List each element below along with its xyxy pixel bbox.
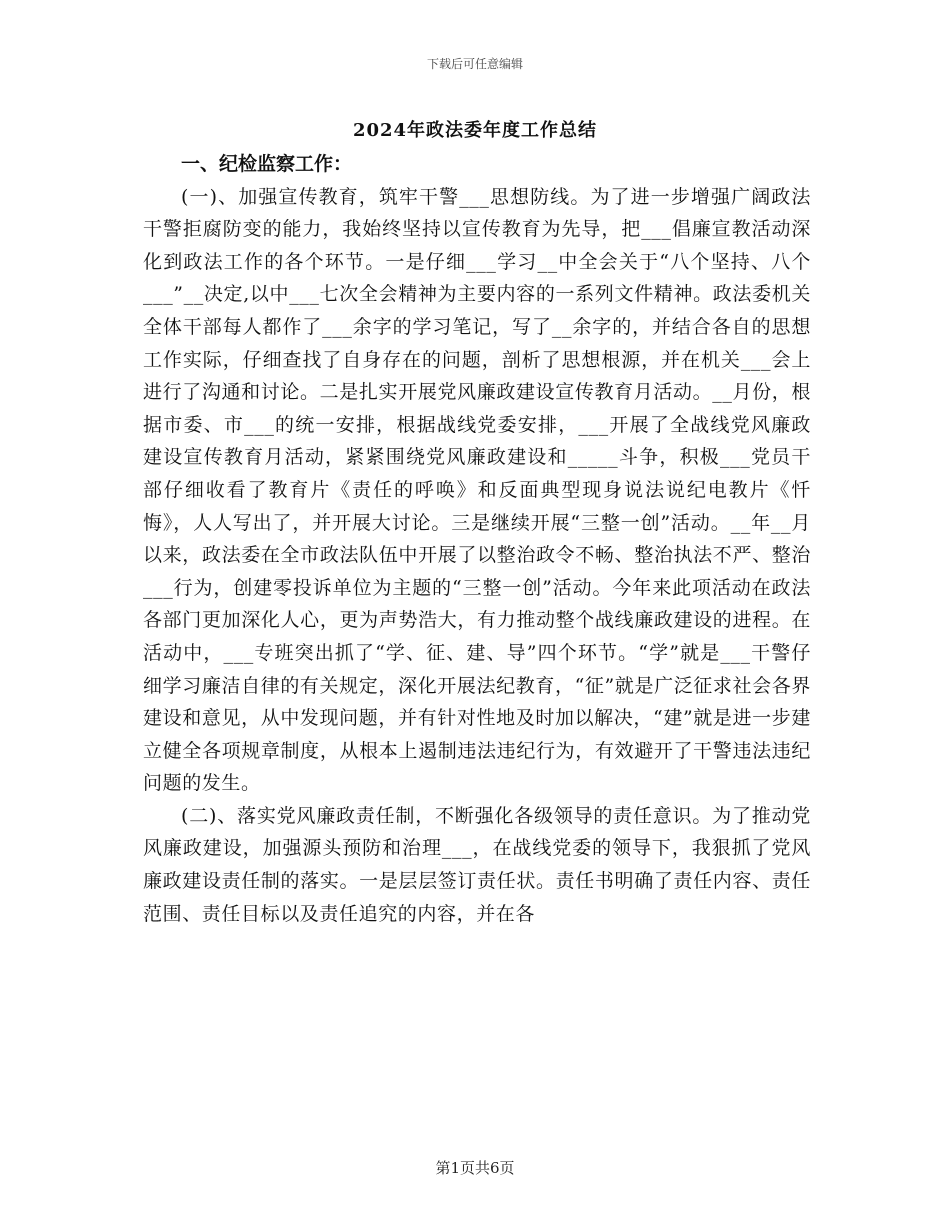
document-body [143, 148, 811, 930]
paragraph-1: (一)、加强宣传教育，筑牢干警___思想防线。为了进一步增强广阔政法干警拒腐防变的能力，我始终坚持以宣传教育为先导，把___倡廉宣教活动深化到政法工作的各个环节。一是仔细___学习__中全会关于“八个坚持、八个___”__决定,以中___七次全会精神为主要内容的一系列文件精神。政法委机关全体干部每人都作了___余字的学习笔记，写了__余字的，并结合各自的思想工作实际，仔细查找了自身存在的问题，剖析了思想根源，并在机关___会上进行了沟通和讨论。二是扎实开展党风廉政建设宣传教育月活动。__月份，根据市委、市___的统一安排，根据战线党委安排，___开展了全战线党风廉政建设宣传教育月活动，紧紧围绕党风廉政建设和_____斗争，积极___党员干部仔细收看了教育片《责任的呼唤》和反面典型现身说法说纪电教片《忏悔》，人人写出了，并开展大讨论。三是继续开展“三整一创”活动。__年__月以来，政法委在全市政法队伍中开展了以整治政令不畅、整治执法不严、整治___行为，创建零投诉单位为主题的“三整一创”活动。今年来此项活动在政法各部门更加深化人心，更为声势浩大，有力推动整个战线廉政建设的进程。在活动中，___专班突出抓了“学、征、建、导”四个环节。“学”就是___干警仔细学习廉洁自律的有关规定，深化开展法纪教育，“征”就是广泛征求社会各界建设和意见，从中发现问题，并有针对性地及时加以解决，“建”就是进一步建立健全各项规章制度，从根本上遏制违法违纪行为，有效避开了干警违法违纪问题的发生。 [143, 185, 811, 795]
page-indicator: 第1页共6页 [435, 1159, 515, 1177]
header-note: 下载后可任意编辑 [426, 57, 523, 71]
section-heading: 一、纪检监察工作： [181, 153, 353, 175]
paragraph-2: (二)、落实党风廉政责任制，不断强化各级领导的责任意识。为了推动党风廉政建设，加强源头预防和治理___，在战线党委的领导下，我狠抓了党风廉政建设责任制的落实。一是层层签订责任状。责任书明确了责任内容、责任范围、责任目标以及责任追究的内容，并在各 [143, 804, 811, 925]
document-title: 2024年政法委年度工作总结 [352, 120, 598, 141]
